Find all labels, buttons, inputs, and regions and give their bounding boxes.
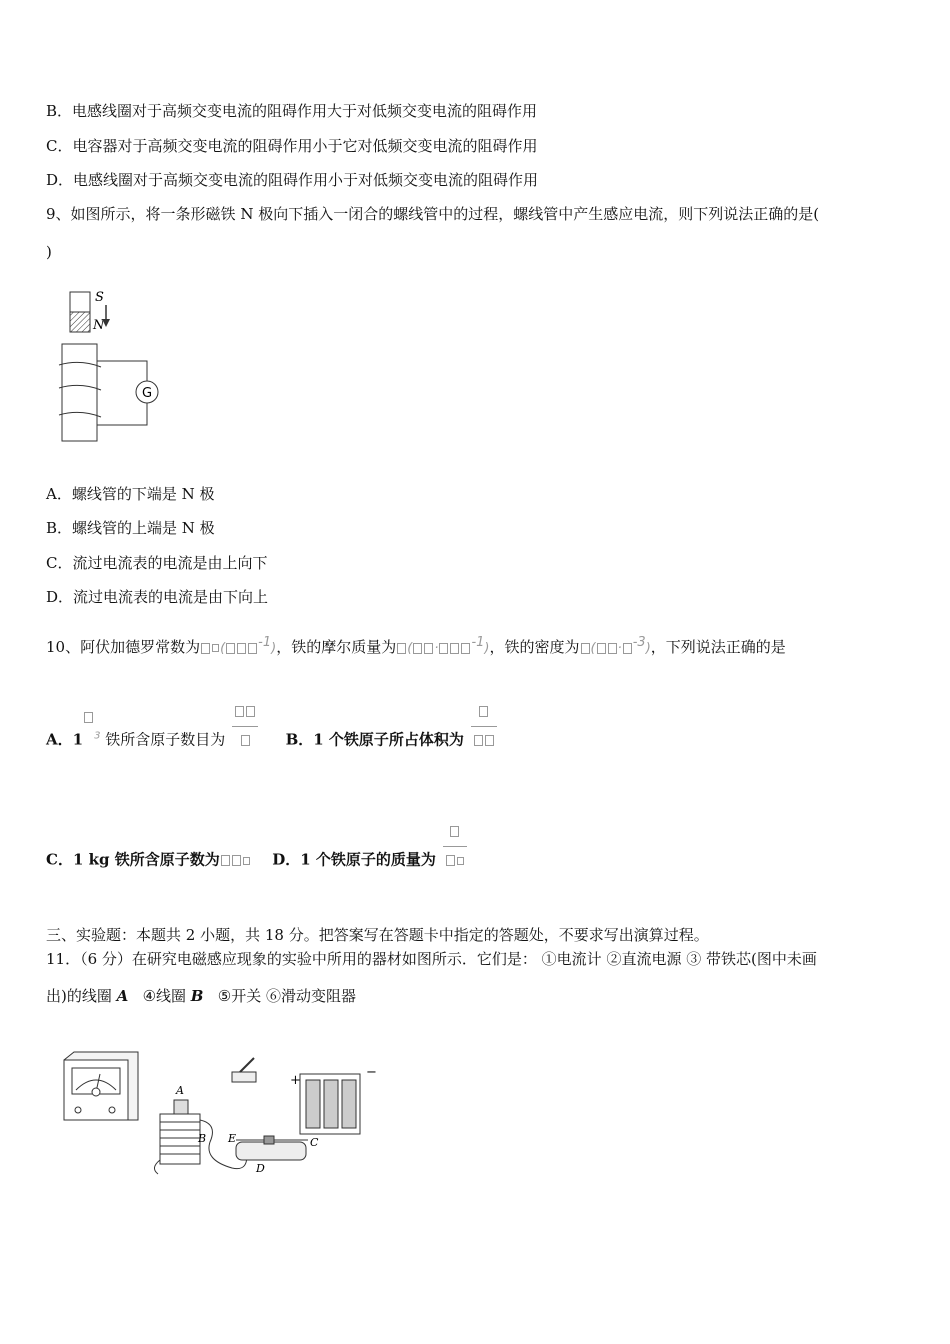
magnet-s-label: S [95,290,104,305]
battery-plus-label: + [290,1073,301,1088]
q11-stem-2a: 出)的线圈 [46,987,117,1005]
q10-option-d: D．1 个铁原子的质量为 [272,850,436,869]
q10-stem-part4: ，下列说法正确的是 [650,638,786,656]
q11-stem-2 [46,986,356,1006]
density-formula: ( · $^{-3}$) [580,638,651,656]
fig-label-b: B [198,1132,207,1145]
q10-option-c-text: C．1 kg 铁所含原子数为 [46,850,220,869]
q9-option-a: A．螺线管的下端是 N 极 [46,485,215,503]
battery-minus-label: − [366,1065,377,1080]
fig-label-d: D [256,1162,265,1175]
q11-stem: 11．（6 分）在研究电磁感应现象的实验中所用的器材如图所示．它们是： ①电流计 ②直流电源 ③ 带铁芯(图中未画 [46,950,817,968]
fig-label-a: A [176,1084,184,1097]
magnet-n-label: N [93,318,105,333]
galvanometer-device [64,1052,138,1120]
molar-mass-formula: ( · $^{-1}$) [396,638,489,656]
circuit-wire [97,361,147,381]
q10-stem-part2: ，铁的摩尔质量为 [276,638,397,656]
q10-option-a-fraction [232,698,258,755]
section-3-title: 三、实验题：本题共 2 小题，共 18 分。把答案写在答题卡中指定的答题处，不要求写出演算过程。 [46,926,709,944]
coil-a-label: A [116,987,129,1005]
q9-option-d: D．流过电流表的电流是由下向上 [46,588,269,606]
q10-option-a-text: 铁所含原子数目为 [105,730,226,749]
coil-b-label: B [190,987,204,1005]
q10-stem-part1: 10、阿伏加德罗常数为 [46,638,201,656]
solenoid [59,344,101,441]
q10-option-b: B．1 个铁原子所占体积为 [285,730,464,749]
avogadro-formula: ( $^{-1}$) [200,638,276,656]
q10-option-d-fraction [443,818,467,875]
solenoid-magnet-figure [55,285,175,445]
q10-option-a-label: A．1 [46,730,84,749]
q10-stem [46,633,786,659]
fig-label-c: C [310,1136,319,1149]
q9-stem-close: ) [46,243,52,261]
q8-option-c: C．电容器对于高频交变电流的阻碍作用小于它对低频交变电流的阻碍作用 [46,137,538,155]
q8-option-d: D．电感线圈对于高频交变电流的阻碍作用小于对低频交变电流的阻碍作用 [46,171,539,189]
q8-option-b: B．电感线圈对于高频交变电流的阻碍作用大于对低频交变电流的阻碍作用 [46,102,538,120]
q10-option-c-formula [220,851,251,869]
bar-magnet [70,292,90,332]
battery-device [300,1074,360,1134]
q10-option-c [46,832,467,889]
switch-device [232,1058,256,1082]
q9-stem: 9、如图所示，将一条形磁铁 N 极向下插入一闭合的螺线管中的过程，螺线管中产生感应电流，则下列说法正确的是( [46,205,820,223]
q9-option-b: B．螺线管的上端是 N 极 [46,519,215,537]
q10-option-b-fraction [471,698,497,755]
q10-stem-part3: ，铁的密度为 [489,638,580,656]
fig-label-e: E [228,1132,237,1145]
q10-option-a: A．1 $^3$ 铁所含原子数目为 B．1 个铁原子所占体积为 [46,712,497,769]
q9-option-c: C．流过电流表的电流是由上向下 [46,554,268,572]
q11-stem-2b: ④线圈 [142,987,191,1005]
rheostat-device [236,1136,308,1160]
galvanometer-g-label: G [142,386,153,401]
experiment-apparatus-figure [60,1050,390,1185]
q11-stem-2c: ⑤开关 ⑥滑动变阻器 [217,987,357,1005]
